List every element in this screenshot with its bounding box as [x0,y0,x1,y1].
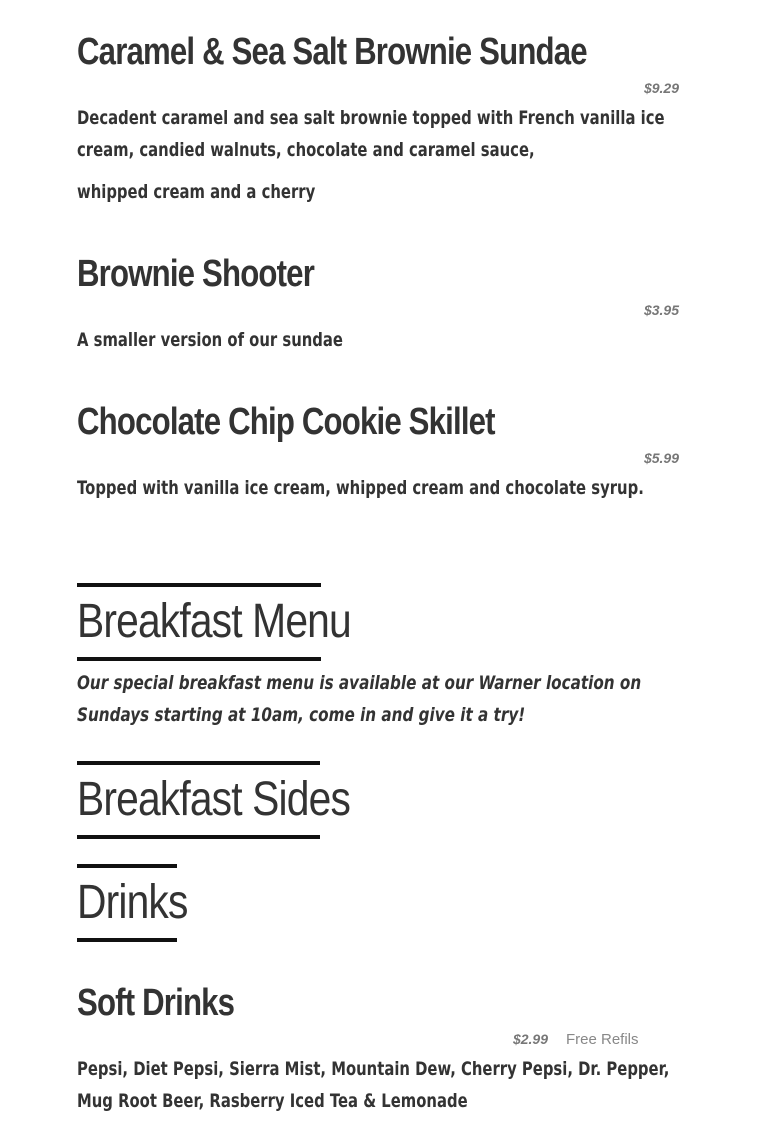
item-description: Pepsi, Diet Pepsi, Sierra Mist, Mountain Dew, Cherry Pepsi, Dr. Pepper, Mug Root Beer, Rasberry Iced Tea & Lemonade [77,1058,670,1112]
item-description-continued: whipped cream and a cherry [77,181,316,203]
item-price: $9.29 [643,80,679,96]
menu-item-caramel-brownie-sundae [77,30,683,74]
section-title: Drinks [77,876,188,929]
item-name: Soft Drinks [77,982,235,1024]
item-description: Topped with vanilla ice cream, whipped cream and chocolate syrup. [77,477,644,499]
item-name: Caramel & Sea Salt Brownie Sundae [77,31,587,73]
item-price: $3.95 [643,302,679,318]
menu-item-cookie-skillet [77,400,683,444]
free-refills-note: Free Refils [566,1031,639,1048]
section-title: Breakfast Menu [77,595,351,648]
item-description: A smaller version of our sundae [77,329,343,351]
section-heading-drinks [77,864,188,942]
menu-item-soft-drinks [77,981,683,1025]
section-title: Breakfast Sides [77,773,350,826]
item-name: Brownie Shooter [77,253,315,295]
menu-item-brownie-shooter [77,252,683,296]
item-description: Decadent caramel and sea salt brownie topped with French vanilla ice cream, candied walnuts, chocolate and caramel sauce, [77,107,665,161]
section-heading-breakfast-menu [77,583,351,661]
item-name: Chocolate Chip Cookie Skillet [77,401,495,443]
breakfast-note: Our special breakfast menu is available at our Warner location on Sundays starting at 10am, come in and give it a try! [77,672,642,726]
section-heading-breakfast-sides [77,761,350,839]
item-price: $5.99 [643,450,679,466]
item-price: $2.99 [512,1031,548,1047]
